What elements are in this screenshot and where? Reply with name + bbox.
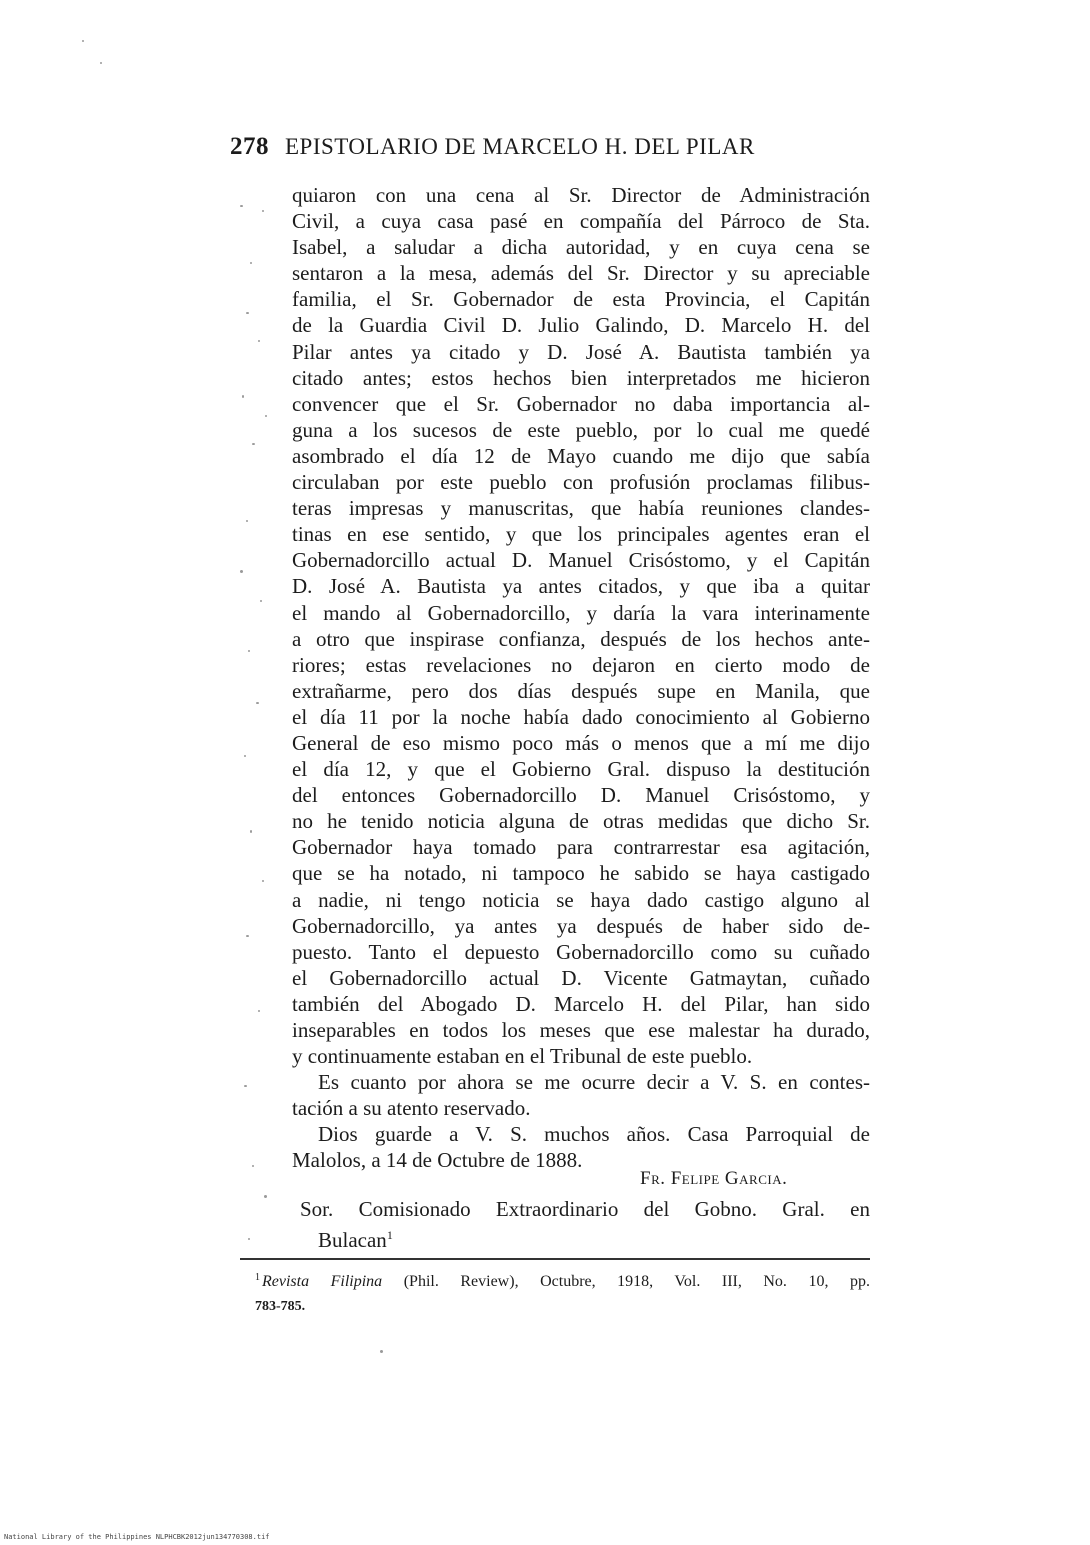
text-line: familia, el Sr. Gobernador de esta Provincia, el Capitán (292, 287, 870, 312)
footnote-marker: 1 (255, 1272, 260, 1283)
text-line: Dios guarde a V. S. muchos años. Casa Parroquial de (318, 1122, 870, 1147)
text-line: el mando al Gobernadorcillo, y daría la vara interinamente (292, 600, 870, 625)
footnote-line (255, 1265, 870, 1294)
footnote-details: (Phil. Review), Octubre, 1918, Vol. III, No. 10, pp. (403, 1273, 870, 1291)
footnote (255, 1265, 870, 1319)
addressee-place: Bulacan (318, 1228, 387, 1248)
text-line: el día 12, y que el Gobierno Gral. dispuso la destitución (292, 757, 870, 782)
text-line: y continuamente estaban en el Tribunal de este pueblo. (292, 1044, 753, 1069)
text-line: Pilar antes ya citado y D. José A. Bautista también ya (292, 339, 870, 364)
text-line: de la Guardia Civil D. Julio Galindo, D. Marcelo H. del (292, 313, 870, 338)
running-title: EPISTOLARIO DE MARCELO H. DEL PILAR (285, 134, 755, 159)
footnote-reference: 1 (386, 1228, 393, 1242)
addressee (300, 1196, 870, 1248)
text-line: General de eso mismo poco más o menos que a mí me dijo (292, 730, 870, 755)
text-line: del entonces Gobernadorcillo D. Manuel Crisóstomo, y (292, 783, 870, 808)
text-line: inseparables en todos los meses que ese malestar ha durado, (292, 1018, 870, 1042)
text-line: citado antes; estos hechos bien interpretados me hicieron (292, 365, 870, 390)
text-line: D. José A. Bautista ya antes citados, y que iba a quitar (292, 574, 870, 599)
text-line: asombrado el día 12 de Mayo cuando me dijo que sabía (292, 443, 870, 468)
journal-title: Revista Filipina (262, 1273, 383, 1291)
running-header (230, 133, 870, 173)
text-line: Gobernadorcillo actual D. Manuel Crisóstomo, y el Capitán (292, 548, 870, 573)
addressee-line-2 (300, 1222, 870, 1248)
footnote-pages: 783-785. (255, 1299, 306, 1315)
text-line: Gobernadorcillo, ya antes ya después de haber sido de- (292, 913, 870, 938)
text-line: puesto. Tanto el depuesto Gobernadorcillo como su cuñado (292, 939, 870, 964)
text-line: el Gobernadorcillo actual D. Vicente Gatmaytan, cuñado (292, 965, 870, 990)
text-line: que se ha notado, ni tampoco he sabido se haya castigado (292, 861, 870, 886)
text-line: no he tenido noticia alguna de otras medidas que dicho Sr. (292, 809, 870, 834)
text-line: tación a su atento reservado. (292, 1096, 531, 1121)
text-line: Civil, a cuya casa pasé en compañía del Párroco de Sta. (292, 209, 870, 234)
text-line: a otro que inspirase confianza, después de los hechos ante- (292, 626, 870, 651)
text-line: Es cuanto por ahora se me ocurre decir a V. S. en contes- (318, 1070, 870, 1095)
text-line: tinas en ese sentido, y que los principales agentes eran el (292, 522, 870, 547)
text-line: circulaban por este pueblo con profusión proclamas filibus- (292, 470, 870, 495)
letter-body (292, 182, 870, 1174)
text-line: guna a los sucesos de este pueblo, por lo cual me quedé (292, 417, 870, 442)
text-line: a nadie, ni tengo noticia se haya dado castigo alguno al (292, 887, 870, 912)
text-line: extrañarme, pero dos días después supe en Manila, que (292, 678, 870, 703)
page-number: 278 (230, 133, 269, 160)
footnote-divider (240, 1258, 870, 1260)
text-line: teras impresas y manuscritas, que había reuniones clandes- (292, 496, 870, 521)
text-line: Malolos, a 14 de Octubre de 1888. (292, 1148, 583, 1173)
addressee-line: Sor. Comisionado Extraordinario del Gobno. Gral. en (300, 1197, 870, 1221)
text-line: sentaron a la mesa, además del Sr. Director y su apreciable (292, 261, 870, 286)
scan-label: National Library of the Philippines NLPHCBK2012jun134770308.tif (4, 1533, 270, 1541)
text-line: el día 11 por la noche había dado conocimiento al Gobierno (292, 704, 870, 729)
text-line: riores; estas revelaciones no dejaron en cierto modo de (292, 652, 870, 677)
signature: Fr. Felipe Garcia. (640, 1168, 788, 1189)
text-line: Isabel, a saludar a dicha autoridad, y en cuya cena se (292, 235, 870, 260)
text-line: también del Abogado D. Marcelo H. del Pilar, han sido (292, 991, 870, 1016)
text-line: quiaron con una cena al Sr. Director de Administración (292, 183, 870, 207)
text-line: Gobernador haya tomado para contrarrestar esa agitación, (292, 835, 870, 860)
text-line: convencer que el Sr. Gobernador no daba importancia al- (292, 391, 870, 416)
